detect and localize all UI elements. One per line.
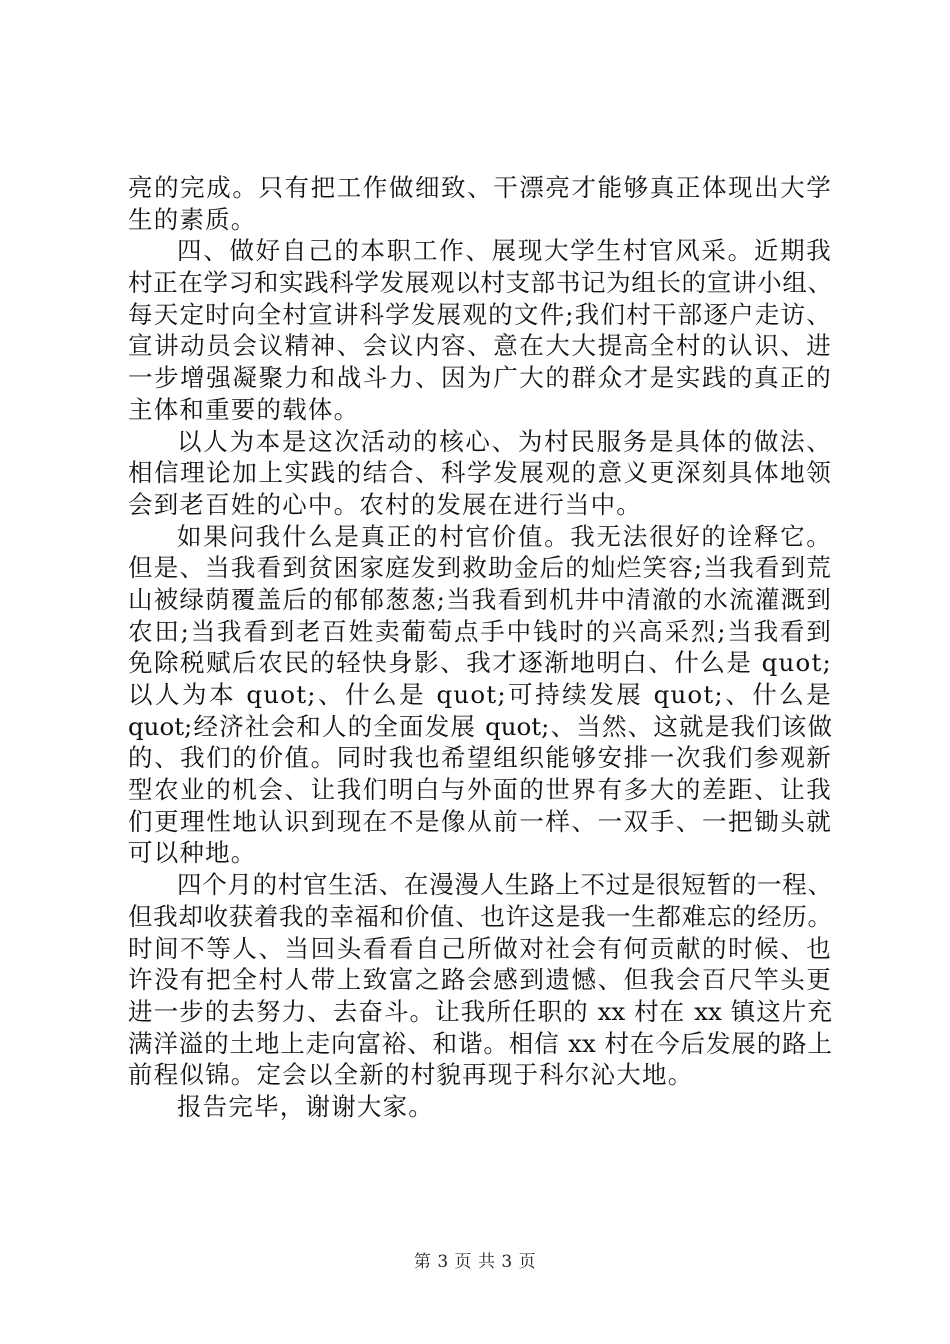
text-line: 但我却收获着我的幸福和价值、也许这是我一生都难忘的经历。 <box>128 901 832 931</box>
text-line: quot;经济社会和人的全面发展 quot;、当然、这就是我们该做 <box>128 711 832 741</box>
text-line: 进一步的去努力、去奋斗。让我所任职的 xx 村在 xx 镇这片充 <box>128 996 832 1026</box>
text-line: 免除税赋后农民的轻快身影、我才逐渐地明白、什么是 quot; <box>128 648 832 678</box>
text-line: 相信理论加上实践的结合、科学发展观的意义更深刻具体地领 <box>128 458 832 488</box>
page-footer: 第 3 页 共 3 页 <box>413 1252 537 1272</box>
text-line: 可以种地。 <box>128 838 257 868</box>
paragraph-first-line: 四个月的村官生活、在漫漫人生路上不过是很短暂的一程、 <box>177 870 832 900</box>
paragraph-first-line: 如果问我什么是真正的村官价值。我无法很好的诠释它。 <box>177 521 832 551</box>
text-line: 每天定时向全村宣讲科学发展观的文件;我们村干部逐户走访、 <box>128 299 832 329</box>
text-line: 会到老百姓的心中。农村的发展在进行当中。 <box>128 489 642 519</box>
text-line: 一步增强凝聚力和战斗力、因为广大的群众才是实践的真正的 <box>128 363 832 393</box>
text-line: 以人为本 quot;、什么是 quot;可持续发展 quot;、什么是 <box>128 680 832 709</box>
text-line: 主体和重要的载体。 <box>128 394 360 424</box>
text-line: 村正在学习和实践科学发展观以村支部书记为组长的宣讲小组、 <box>128 268 832 298</box>
text-line: 的、我们的价值。同时我也希望组织能够安排一次我们参观新 <box>128 743 832 773</box>
paragraph-first-line: 以人为本是这次活动的核心、为村民服务是具体的做法、 <box>177 426 832 456</box>
text-line: 时间不等人、当回头看看自己所做对社会有何贡献的时候、也 <box>128 933 832 963</box>
closing-line: 报告完毕，谢谢大家。 <box>177 1091 434 1121</box>
text-line: 前程似锦。定会以全新的村貌再现于科尔沁大地。 <box>128 1060 694 1090</box>
text-line: 生的素质。 <box>128 204 257 234</box>
text-line: 们更理性地认识到现在不是像从前一样、一双手、一把锄头就 <box>128 806 832 836</box>
text-line: 型农业的机会、让我们明白与外面的世界有多大的差距、让我 <box>128 775 832 805</box>
text-line: 许没有把全村人带上致富之路会感到遗憾、但我会百尺竿头更 <box>128 965 832 995</box>
text-line: 农田;当我看到老百姓卖葡萄点手中钱时的兴高采烈;当我看到 <box>128 616 832 646</box>
text-line: 亮的完成。只有把工作做细致、干漂亮才能够真正体现出大学 <box>128 173 832 202</box>
text-line: 满洋溢的土地上走向富裕、和谐。相信 xx 村在今后发展的路上 <box>128 1028 832 1058</box>
text-line: 山被绿荫覆盖后的郁郁葱葱;当我看到机井中清澈的水流灌溉到 <box>128 584 832 614</box>
paragraph-first-line: 四、做好自己的本职工作、展现大学生村官风采。近期我 <box>177 236 832 266</box>
body-text <box>128 172 832 1123</box>
text-line: 宣讲动员会议精神、会议内容、意在大大提高全村的认识、进 <box>128 331 832 361</box>
text-line: 但是、当我看到贫困家庭发到救助金后的灿烂笑容;当我看到荒 <box>128 553 832 583</box>
